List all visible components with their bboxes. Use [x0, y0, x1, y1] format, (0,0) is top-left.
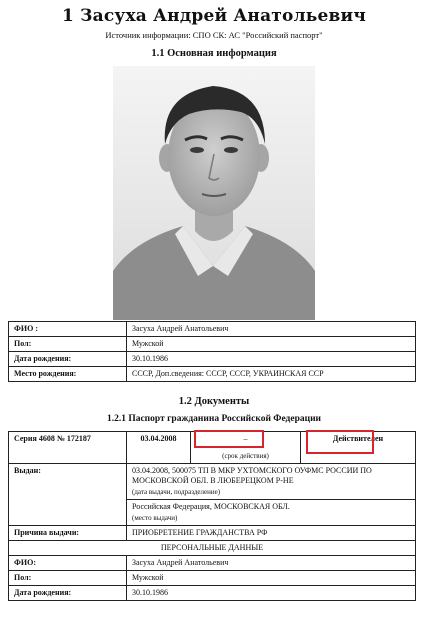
passport-table — [8, 431, 416, 601]
table-row — [9, 337, 416, 352]
issued-label: Выдан: — [9, 464, 127, 500]
highlight-validity-box — [194, 430, 264, 448]
table-row — [9, 367, 416, 382]
reason-value: ПРИОБРЕТЕНИЕ ГРАЖДАНСТВА РФ — [127, 526, 416, 541]
person-photo — [113, 66, 315, 320]
table-row — [9, 464, 416, 500]
table-row — [9, 571, 416, 586]
row-label: ФИО : — [9, 322, 127, 337]
passport-issue-date: 03.04.2008 — [127, 432, 191, 464]
table-row — [9, 526, 416, 541]
section-title-main: 1.1 Основная информация — [151, 48, 277, 59]
table-row — [9, 500, 416, 526]
highlight-status-box — [306, 430, 374, 454]
personal-label: ФИО: — [9, 556, 127, 571]
source-line: Источник информации: СПО СК: АС "Российский паспорт" — [105, 30, 323, 40]
personal-label: Пол: — [9, 571, 127, 586]
row-label: Дата рождения: — [9, 352, 127, 367]
table-row — [9, 541, 416, 556]
row-label: Пол: — [9, 337, 127, 352]
personal-data-header: ПЕРСОНАЛЬНЫЕ ДАННЫЕ — [9, 541, 416, 556]
issued-place — [127, 500, 416, 526]
issued-value — [127, 464, 416, 500]
table-row — [9, 556, 416, 571]
section-title-documents: 1.2 Документы — [178, 396, 250, 407]
issued-text: 03.04.2008, 500075 ТП В МКР УХТОМСКОГО ОУФМС РОССИИ ПО МОСКОВСКОЙ ОБЛ. В ЛЮБЕРЕЦКОМ Р-НЕ — [132, 466, 372, 485]
passport-series: Серия 4608 № 172187 — [9, 432, 127, 464]
row-value: 30.10.1986 — [127, 352, 416, 367]
row-value: Засуха Андрей Анатольевич — [127, 322, 416, 337]
personal-label: Дата рождения: — [9, 586, 127, 601]
section-subtitle-passport: 1.2.1 Паспорт гражданина Российской Федерации — [106, 414, 322, 424]
row-value: СССР, Доп.сведения: СССР, СССР, УКРАИНСКАЯ ССР — [127, 367, 416, 382]
validity-dash: – — [243, 434, 248, 443]
main-info-table — [8, 321, 416, 382]
personal-value: Мужской — [127, 571, 416, 586]
reason-label: Причина выдачи: — [9, 526, 127, 541]
issued-place-note: (место выдачи) — [132, 514, 178, 522]
table-row — [9, 352, 416, 367]
table-row — [9, 586, 416, 601]
row-value: Мужской — [127, 337, 416, 352]
table-row — [9, 322, 416, 337]
personal-value: Засуха Андрей Анатольевич — [127, 556, 416, 571]
validity-note: (срок действия) — [222, 452, 269, 460]
issued-note: (дата выдачи, подразделение) — [132, 488, 221, 496]
personal-value: 30.10.1986 — [127, 586, 416, 601]
issued-place-text: Российская Федерация, МОСКОВСКАЯ ОБЛ. — [132, 502, 290, 511]
passport-status: Действителен — [301, 432, 416, 464]
row-label: Место рождения: — [9, 367, 127, 382]
page-title: 1 Засуха Андрей Анатольевич — [62, 6, 366, 26]
